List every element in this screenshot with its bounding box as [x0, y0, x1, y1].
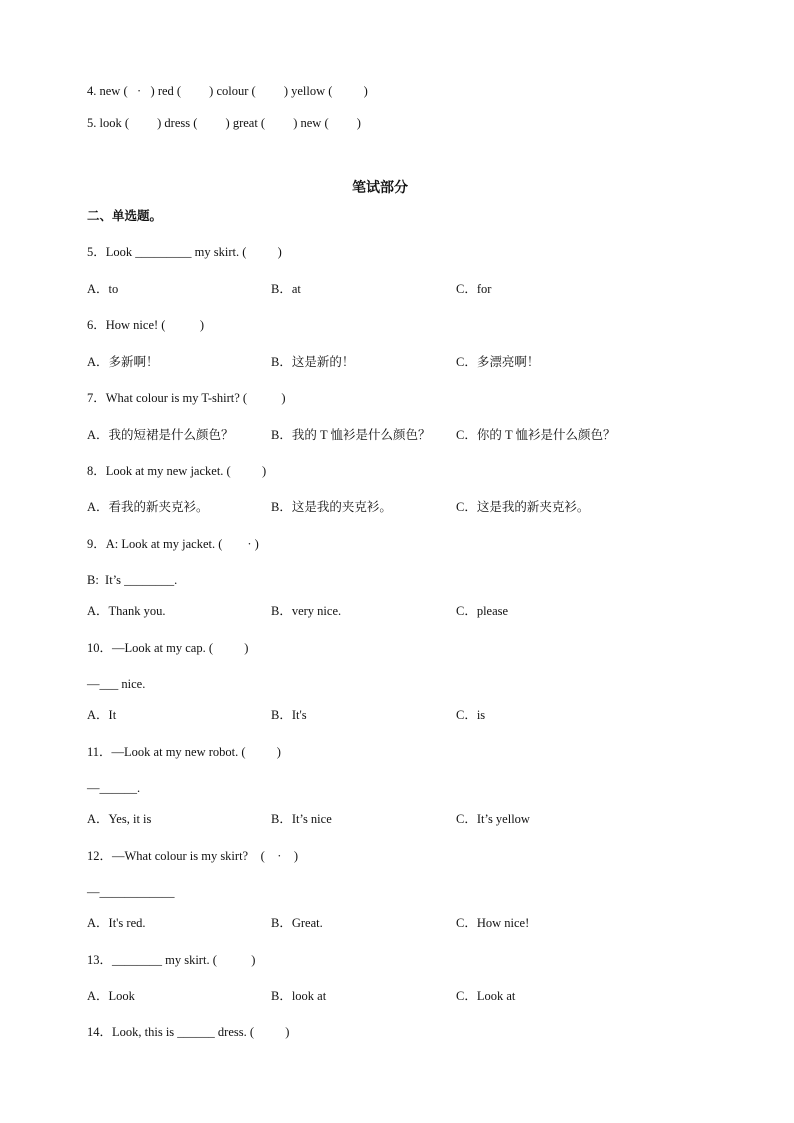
option-a: A．to — [87, 282, 119, 296]
option-c: C．多漂亮啊！ — [456, 355, 540, 369]
option-b: B．这是新的！ — [271, 355, 355, 369]
written-part-title: 笔试部分 — [352, 181, 408, 196]
answer-line: B: It’s ________. — [87, 573, 178, 587]
question-9: 9．A: Look at my jacket. ( · ) — [87, 537, 259, 551]
option-b: B．It's — [271, 708, 307, 722]
option-b: B．look at — [271, 989, 327, 1003]
question-10: 10．—Look at my cap. ( ) — [87, 641, 249, 655]
question-13: 13．________ my skirt. ( ) — [87, 953, 256, 967]
listening-row-5: 5. look ( ) dress ( ) great ( ) new ( ) — [87, 116, 361, 130]
answer-line: —____________ — [87, 885, 175, 899]
option-c: C．for — [456, 282, 492, 296]
option-a: A．It — [87, 708, 117, 722]
question-11: 11．—Look at my new robot. ( ) — [87, 745, 281, 759]
option-b: B．我的 T 恤衫是什么颜色？ — [271, 428, 431, 442]
option-b: B．very nice. — [271, 604, 342, 618]
listening-row-4: 4. new ( · ) red ( ) colour ( ) yellow ( ) — [87, 84, 368, 98]
option-a: A．Thank you. — [87, 604, 166, 618]
option-a: A．Look — [87, 989, 135, 1003]
option-c: C．please — [456, 604, 509, 618]
answer-line: —______. — [87, 781, 141, 795]
option-b: B．at — [271, 282, 301, 296]
option-a: A．看我的新夹克衫。 — [87, 500, 209, 514]
question-8: 8．Look at my new jacket. ( ) — [87, 464, 267, 478]
option-b: B．Great. — [271, 916, 323, 930]
option-c: C．Look at — [456, 989, 516, 1003]
answer-line: —___ nice. — [87, 677, 146, 691]
option-a: A．多新啊！ — [87, 355, 159, 369]
option-c: C．How nice! — [456, 916, 530, 930]
question-5: 5．Look _________ my skirt. ( ) — [87, 245, 282, 259]
question-12: 12．—What colour is my skirt? ( · ) — [87, 849, 299, 863]
option-a: A．Yes, it is — [87, 812, 152, 826]
option-c: C．这是我的新夹克衫。 — [456, 500, 590, 514]
section-title: 二、单选题。 — [87, 209, 163, 223]
question-14: 14．Look, this is ______ dress. ( ) — [87, 1025, 290, 1039]
option-a: A．It's red. — [87, 916, 146, 930]
question-6: 6．How nice! ( ) — [87, 318, 204, 332]
option-c: C．is — [456, 708, 486, 722]
option-b: B．这是我的夹克衫。 — [271, 500, 392, 514]
option-b: B．It’s nice — [271, 812, 332, 826]
question-7: 7．What colour is my T-shirt? ( ) — [87, 391, 286, 405]
option-c: C．It’s yellow — [456, 812, 530, 826]
option-a: A．我的短裙是什么颜色？ — [87, 428, 234, 442]
option-c: C．你的 T 恤衫是什么颜色？ — [456, 428, 616, 442]
